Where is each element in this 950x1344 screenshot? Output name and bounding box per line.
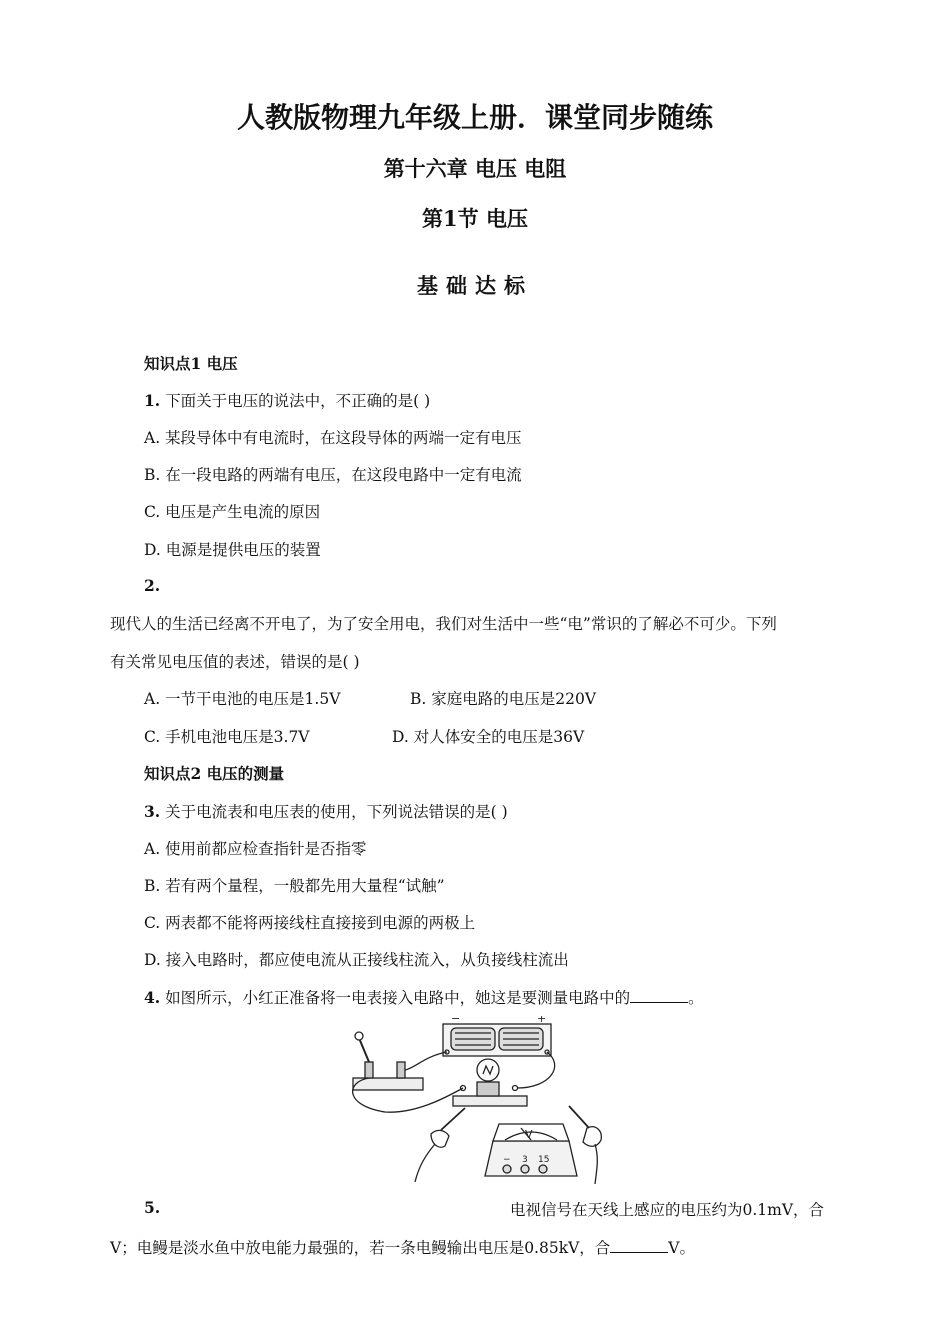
lamp [453, 1059, 527, 1106]
battery-plus-label: + [537, 1016, 547, 1025]
question-stem: 下面关于电压的说法中，不正确的是( ) [165, 392, 431, 410]
circuit-figure [345, 1016, 615, 1191]
terminal-label: 3 [522, 1155, 528, 1165]
question-number: 4. [144, 988, 161, 1007]
answer-blank [630, 988, 688, 1003]
chapter-title: 第十六章 电压 电阻 [383, 156, 567, 181]
knowledge-point-2: 知识点2 电压的测量 [144, 764, 285, 783]
option-2d: D. 对人体安全的电压是36V [392, 728, 585, 746]
answer-blank [610, 1238, 668, 1253]
question-tail: 。 [688, 989, 704, 1007]
question-4 [144, 986, 704, 1008]
knowledge-point-1: 知识点1 电压 [144, 354, 238, 373]
battery-pack [443, 1024, 551, 1056]
option-2a: A. 一节干电池的电压是1.5V [144, 690, 341, 708]
meter-label: V [525, 1128, 533, 1141]
option-1d: D. 电源是提供电压的装置 [144, 541, 321, 559]
question-stem: 如图所示，小红正准备将一电表接入电路中，她这是要测量电路中的 [165, 989, 631, 1007]
question-5-line-2-text: V；电鳗是淡水鱼中放电能力最强的，若一条电鳗输出电压是0.85kV，合 [110, 1239, 611, 1257]
option-3b: B. 若有两个量程，一般都先用大量程“试触” [144, 877, 445, 895]
question-5-line-2 [110, 1236, 695, 1258]
option-1b: B. 在一段电路的两端有电压，在这段电路中一定有电流 [144, 466, 522, 484]
left-hand-probe [415, 1108, 465, 1182]
question-2-number: 2. [144, 576, 161, 595]
option-2c: C. 手机电池电压是3.7V [144, 728, 310, 746]
question-number: 3. [144, 802, 161, 821]
question-2-stem-line-2: 有关常见电压值的表述，错误的是( ) [110, 653, 360, 671]
battery-minus-label: − [451, 1016, 461, 1025]
level-title: 基础达标 [417, 273, 533, 298]
option-3c: C. 两表都不能将两接线柱直接接到电源的两极上 [144, 914, 476, 932]
switch [353, 1032, 423, 1090]
question-2-stem-line-1: 现代人的生活已经离不开电了，为了安全用电，我们对生活中一些“电”常识的了解必不可少。下列 [110, 615, 777, 633]
question-number: 1. [144, 391, 161, 410]
doc-title: 人教版物理九年级上册．课堂同步随练 [236, 101, 713, 134]
option-2b: B. 家庭电路的电压是220V [410, 690, 597, 708]
section-title: 第1节 电压 [422, 206, 528, 231]
option-1c: C. 电压是产生电流的原因 [144, 503, 321, 521]
option-3a: A. 使用前都应检查指针是否指零 [144, 840, 367, 858]
option-3d: D. 接入电路时，都应使电流从正接线柱流入，从负接线柱流出 [144, 951, 569, 969]
option-1a: A. 某段导体中有电流时，在这段导体的两端一定有电压 [144, 429, 522, 447]
question-1 [144, 389, 430, 411]
question-5-number: 5. [144, 1198, 161, 1217]
question-3 [144, 800, 508, 822]
terminal-label: − [503, 1155, 511, 1165]
question-stem: 关于电流表和电压表的使用，下列说法错误的是( ) [165, 803, 508, 821]
question-5-line-2-tail: V。 [668, 1239, 695, 1257]
question-5-line-1: 电视信号在天线上感应的电压约为0.1mV，合 [510, 1201, 825, 1219]
terminal-label: 15 [538, 1155, 550, 1165]
